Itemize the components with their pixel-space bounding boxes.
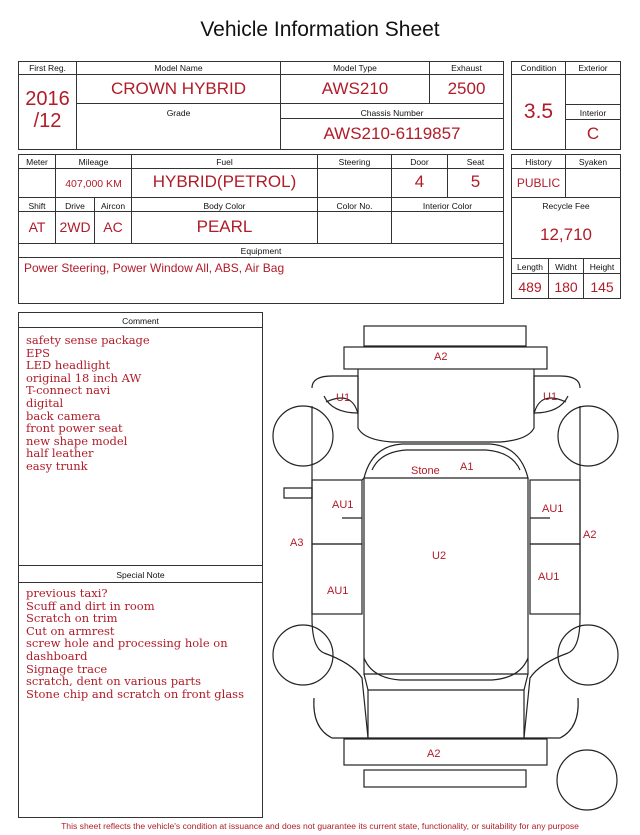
mark-left-rear-door: AU1 bbox=[327, 585, 349, 597]
mark-left-side: A3 bbox=[290, 537, 304, 549]
list-item: original 18 inch AW bbox=[26, 370, 142, 385]
mark-front-bumper: A2 bbox=[434, 351, 448, 363]
special-note-list bbox=[26, 587, 244, 700]
body-color-label: Body Color bbox=[203, 201, 246, 211]
steering-label: Steering bbox=[338, 157, 371, 167]
fuel-value: HYBRID(PETROL) bbox=[152, 172, 297, 191]
list-item: T-connect navi bbox=[26, 383, 111, 398]
list-item: new shape model bbox=[26, 433, 128, 448]
list-item: back camera bbox=[26, 408, 101, 423]
front-left-fender bbox=[312, 376, 358, 413]
mark-windshield-stone: Stone bbox=[411, 465, 440, 477]
list-item: Scratch on trim bbox=[26, 611, 118, 626]
rear-bumper bbox=[344, 739, 547, 765]
a-pillar-left bbox=[342, 478, 550, 518]
list-item: front power seat bbox=[26, 421, 123, 436]
first-reg-label: First Reg. bbox=[29, 63, 66, 73]
equipment-label: Equipment bbox=[240, 246, 282, 256]
mark-roof: U2 bbox=[432, 550, 447, 562]
aircon-value: AC bbox=[103, 219, 123, 235]
list-item: Scuff and dirt in room bbox=[26, 598, 155, 613]
list-item: LED headlight bbox=[26, 358, 111, 373]
seat-value: 5 bbox=[470, 172, 481, 191]
mark-right-front-fender: U1 bbox=[543, 391, 558, 403]
mark-right-front-door: AU1 bbox=[542, 503, 564, 515]
mark-left-front-door: AU1 bbox=[332, 499, 354, 511]
rear-right-wheel bbox=[558, 625, 618, 685]
list-item: dashboard bbox=[26, 648, 88, 663]
left-body-side bbox=[312, 406, 324, 653]
fuel-label: Fuel bbox=[216, 157, 233, 167]
rear-left-fender bbox=[314, 653, 368, 738]
mark-left-front-fender: U1 bbox=[336, 392, 351, 404]
equipment-value: Power Steering, Power Window All, ABS, Air Bag bbox=[24, 261, 285, 275]
interior-value: C bbox=[586, 124, 600, 143]
model-name-label: Model Name bbox=[154, 63, 203, 73]
spare-tire bbox=[557, 750, 617, 810]
width-value: 180 bbox=[554, 279, 578, 295]
mark-rear-bumper: A2 bbox=[427, 748, 441, 760]
disclaimer-footer: This sheet reflects the vehicle's condition at issuance and does not guarantee its current state, functionality, or suitability for any purpose bbox=[61, 821, 579, 831]
interior-color-label: Interior Color bbox=[422, 201, 473, 211]
chassis-value: AWS210-6119857 bbox=[323, 124, 461, 143]
shift-label: Shift bbox=[28, 201, 46, 211]
trunk-edge bbox=[364, 674, 528, 690]
mark-windshield: A1 bbox=[460, 461, 474, 473]
list-item: EPS bbox=[26, 345, 51, 360]
exhaust-label: Exhaust bbox=[451, 63, 482, 73]
list-item: screw hole and processing hole on bbox=[26, 636, 228, 651]
comment-list bbox=[26, 334, 150, 473]
history-label: History bbox=[525, 157, 552, 167]
body-color-value: PEARL bbox=[196, 217, 253, 236]
special-note-label: Special Note bbox=[116, 570, 165, 580]
length-label: Length bbox=[517, 262, 543, 272]
door-label: Door bbox=[410, 157, 429, 167]
list-item: Stone chip and scratch on front glass bbox=[26, 686, 244, 701]
page-title: Vehicle Information Sheet bbox=[200, 18, 440, 41]
list-item: Cut on armrest bbox=[26, 623, 115, 638]
meter-label: Meter bbox=[26, 157, 48, 167]
history-value: PUBLIC bbox=[516, 176, 561, 190]
model-type-label: Model Type bbox=[333, 63, 377, 73]
interior-label: Interior bbox=[579, 108, 607, 118]
aircon-label: Aircon bbox=[100, 201, 126, 211]
rear-bumper-strip bbox=[364, 770, 526, 787]
left-front-door bbox=[312, 480, 362, 544]
height-label: Height bbox=[589, 262, 615, 272]
width-label: Widht bbox=[555, 262, 577, 272]
condition-label: Condition bbox=[520, 63, 557, 73]
list-item: half leather bbox=[26, 446, 94, 461]
seat-label: Seat bbox=[466, 157, 485, 167]
hood-outline bbox=[358, 369, 534, 442]
front-bumper-strip bbox=[364, 326, 526, 346]
chassis-label: Chassis Number bbox=[360, 108, 424, 118]
mileage-label: Mileage bbox=[78, 157, 109, 167]
right-body-side bbox=[568, 406, 580, 653]
roof-outline bbox=[364, 478, 528, 674]
rear-right-fender bbox=[524, 653, 578, 738]
condition-value: 3.5 bbox=[523, 100, 554, 123]
model-type-value: AWS210 bbox=[321, 79, 389, 98]
list-item: easy trunk bbox=[26, 458, 88, 473]
list-item: Signage trace bbox=[26, 661, 108, 676]
shift-value: AT bbox=[28, 219, 46, 235]
height-value: 145 bbox=[590, 279, 614, 295]
length-value: 489 bbox=[518, 279, 542, 295]
mileage-value: 407,000 KM bbox=[65, 178, 122, 190]
color-no-label: Color No. bbox=[336, 201, 373, 211]
grade-label: Grade bbox=[166, 108, 191, 118]
list-item: scratch, dent on various parts bbox=[26, 674, 201, 689]
comment-label: Comment bbox=[122, 316, 159, 326]
drive-label: Drive bbox=[65, 201, 85, 211]
exterior-label: Exterior bbox=[578, 63, 608, 73]
model-name-value: CROWN HYBRID bbox=[110, 79, 247, 98]
first-reg-year: 2016 bbox=[25, 88, 70, 110]
recycle-fee-value: 12,710 bbox=[540, 225, 592, 244]
windshield bbox=[364, 444, 528, 478]
recycle-fee-label: Recycle Fee bbox=[542, 201, 590, 211]
front-right-wheel bbox=[558, 406, 618, 466]
rear-left-wheel bbox=[273, 625, 333, 685]
syaken-label: Syaken bbox=[578, 157, 608, 167]
list-item: digital bbox=[26, 395, 64, 410]
drive-value: 2WD bbox=[59, 219, 91, 235]
list-item: safety sense package bbox=[26, 333, 150, 347]
door-value: 4 bbox=[414, 172, 425, 191]
first-reg-month: /12 bbox=[33, 110, 62, 132]
left-rear-door bbox=[312, 544, 362, 614]
rear-glass bbox=[364, 658, 528, 680]
list-item: previous taxi? bbox=[26, 586, 108, 600]
mark-right-rear-door: AU1 bbox=[538, 571, 560, 583]
trunk bbox=[368, 690, 524, 738]
front-left-wheel bbox=[273, 406, 333, 466]
mark-right-side: A2 bbox=[583, 529, 597, 541]
car-damage-diagram bbox=[272, 318, 632, 828]
exhaust-value: 2500 bbox=[447, 79, 486, 98]
windshield-inner bbox=[372, 450, 520, 470]
first-reg-header-line bbox=[18, 61, 77, 75]
left-mirror bbox=[284, 488, 312, 498]
